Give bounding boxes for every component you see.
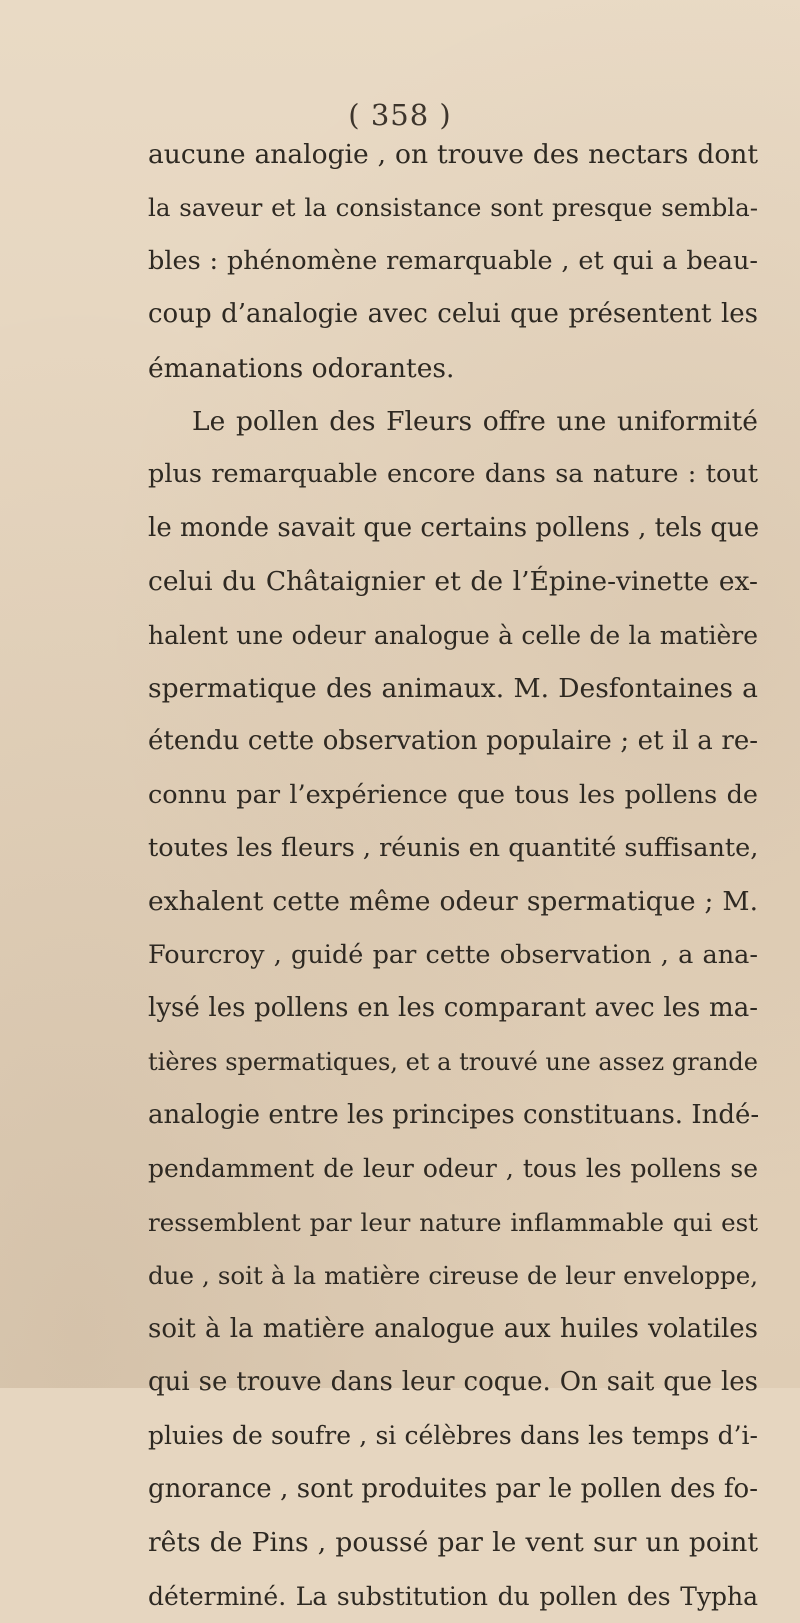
text-line: analogie entre les principes constituans. Indé-	[148, 1100, 760, 1131]
text-line: étendu cette observation populaire ; et il a re-	[148, 726, 758, 757]
text-line: exhalent cette même odeur spermatique ; M.	[148, 886, 758, 918]
text-line: soit à la matière analogue aux huiles volatiles	[148, 1313, 758, 1344]
text-line: tières spermatiques, et a trouvé une assez grande	[148, 1047, 758, 1076]
text-line: toutes les fleurs , réunis en quantité suffisante,	[148, 833, 759, 864]
text-line: rêts de Pins , poussé par le vent sur un point	[148, 1527, 758, 1559]
text-line: gnorance , sont produites par le pollen des fo-	[148, 1473, 758, 1504]
text-line: halent une odeur analogue à celle de la matière	[148, 620, 758, 650]
text-line: spermatique des animaux. M. Desfontaines a	[148, 672, 758, 704]
text-line: ressemblent par leur nature inflammable qui est	[148, 1207, 758, 1237]
text-line: qui se trouve dans leur coque. On sait que les	[148, 1366, 758, 1397]
text-line: le monde savait que certains pollens , tels que	[148, 512, 760, 543]
text-line: plus remarquable encore dans sa nature : tout	[148, 459, 758, 490]
text-line: aucune analogie , on trouve des nectars dont	[148, 139, 758, 170]
text-line: bles : phénomène remarquable , et qui a beau-	[148, 245, 758, 276]
text-line: émanations odorantes.	[148, 352, 455, 384]
paragraph-start-line: Le pollen des Fleurs offre une uniformité	[192, 405, 758, 437]
text-line: due , soit à la matière cireuse de leur enveloppe,	[148, 1261, 758, 1291]
page-number: ( 358 )	[348, 98, 452, 132]
text-line: pendamment de leur odeur , tous les pollens se	[148, 1154, 758, 1184]
text-line: coup d’analogie avec celui que présentent les	[148, 299, 758, 330]
text-line: la saveur et la consistance sont presque sembla-	[148, 193, 758, 223]
text-line: Fourcroy , guidé par cette observation , a ana-	[148, 939, 758, 970]
text-line: celui du Châtaignier et de l’Épine-vinette ex-	[148, 566, 758, 598]
text-line: connu par l’expérience que tous les pollens de	[148, 779, 758, 810]
text-line: pluies de soufre , si célèbres dans les temps d’i-	[148, 1421, 758, 1451]
text-line: lysé les pollens en les comparant avec les ma-	[148, 993, 758, 1024]
text-line: déterminé. La substitution du pollen des Typha	[148, 1581, 758, 1611]
body-text	[148, 128, 758, 1623]
